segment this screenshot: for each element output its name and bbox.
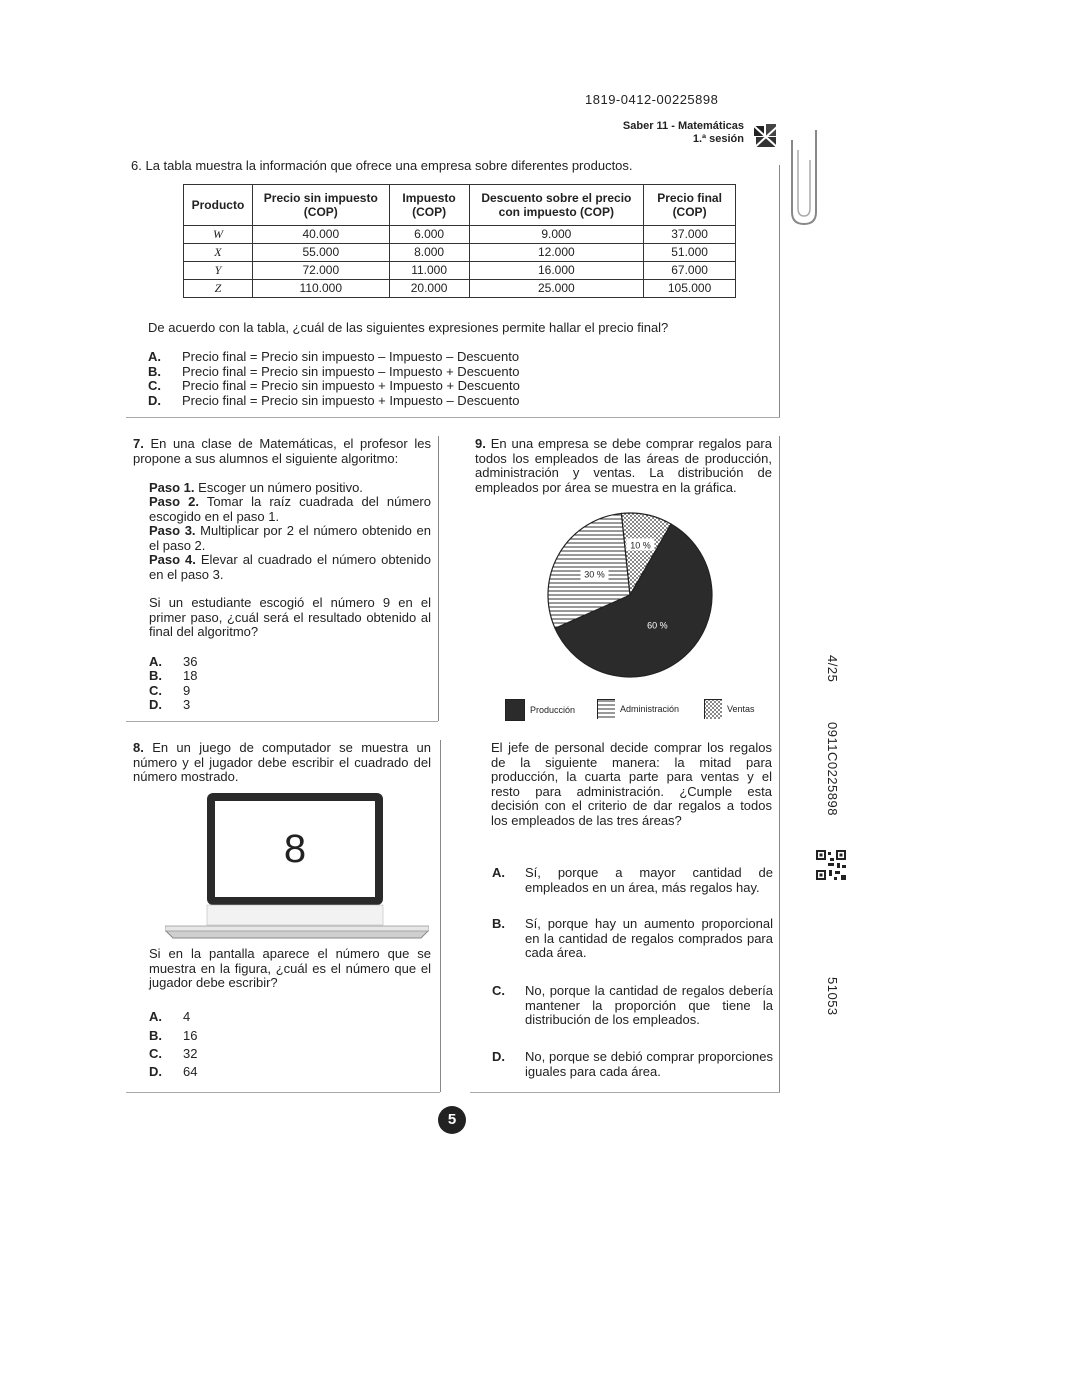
option-text: 36: [183, 654, 198, 669]
option-letter: A.: [148, 349, 161, 364]
table-cell: 25.000: [469, 280, 644, 298]
legend-swatch: [704, 699, 722, 719]
option-letter: C.: [149, 1046, 162, 1061]
q6-table: [183, 184, 736, 298]
table-cell: 20.000: [389, 280, 469, 298]
q9-number: 9.: [475, 436, 486, 451]
option-letter: C.: [492, 983, 505, 998]
table-cell: 9.000: [469, 226, 644, 244]
table-cell: 72.000: [252, 262, 389, 280]
q8-number: 8.: [133, 740, 144, 755]
legend-item-administracion: [597, 699, 679, 719]
step-text: Tomar la raíz cuadrada del número escogido en el paso 1.: [149, 494, 431, 524]
option-letter: B.: [492, 916, 505, 931]
page-number: 5: [438, 1106, 466, 1134]
q7-option-b[interactable]: [149, 668, 197, 683]
table-cell: 55.000: [252, 244, 389, 262]
q6-option-b[interactable]: [148, 364, 519, 379]
option-letter: B.: [148, 364, 161, 379]
option-letter: D.: [149, 697, 162, 712]
pie-chart: [540, 505, 720, 685]
table-header-row: [184, 185, 736, 226]
option-text: Sí, porque a mayor cantidad de empleados en un área, más regalos hay.: [525, 865, 773, 895]
option-letter: D.: [492, 1049, 505, 1064]
q6-prompt: [131, 158, 633, 173]
legend-swatch: [597, 699, 615, 719]
table-cell: 6.000: [389, 226, 469, 244]
q8-option-c[interactable]: [149, 1046, 197, 1061]
legend-item-produccion: [505, 699, 575, 721]
q8-question: Si en la pantalla aparece el número que se muestra en la figura, ¿cuál es el número que el jugador debe escribir?: [149, 946, 431, 990]
table-row: [184, 262, 736, 280]
option-letter: B.: [149, 1028, 162, 1043]
table-cell: 51.000: [644, 244, 736, 262]
pie-data-label: 10 %: [630, 540, 651, 551]
option-text: 18: [183, 668, 198, 683]
option-letter: C.: [148, 378, 161, 393]
q7-option-d[interactable]: [149, 697, 190, 712]
table-row: [184, 280, 736, 298]
q8-intro: [133, 741, 431, 785]
q7-intro: [133, 437, 431, 466]
q9-intro: [475, 437, 772, 495]
q8-option-a[interactable]: [149, 1009, 190, 1024]
q7-intro-text: En una clase de Matemáticas, el profesor les propone a sus alumnos el siguiente algoritmo:: [133, 436, 431, 466]
q8-option-b[interactable]: [149, 1028, 197, 1043]
table-cell: 16.000: [469, 262, 644, 280]
table-header: Producto: [184, 185, 253, 226]
option-text: 4: [183, 1009, 191, 1024]
table-header: Precio final (COP): [644, 185, 736, 226]
option-text: No, porque se debió comprar proporciones iguales para cada área.: [525, 1049, 773, 1079]
laptop-illustration: [165, 792, 429, 942]
q9-option-b[interactable]: [492, 917, 773, 961]
step-label: Paso 2.: [149, 494, 200, 509]
qr-code-icon: [816, 850, 846, 880]
step-label: Paso 3.: [149, 523, 196, 538]
q6-question: De acuerdo con la tabla, ¿cuál de las siguientes expresiones permite hallar el precio final?: [148, 320, 669, 335]
table-cell: X: [184, 244, 253, 262]
q9-option-a[interactable]: [492, 866, 773, 895]
q7-step-4: [149, 553, 431, 582]
q7-step-2: [149, 495, 431, 524]
q6-option-c[interactable]: [148, 378, 520, 393]
option-text: 9: [183, 683, 191, 698]
step-text: Escoger un número positivo.: [198, 480, 363, 495]
option-text: Sí, porque hay un aumento proporcional en la cantidad de regalos comprados para cada área.: [525, 916, 773, 960]
step-label: Paso 4.: [149, 552, 196, 567]
table-cell: 105.000: [644, 280, 736, 298]
table-header: Impuesto (COP): [389, 185, 469, 226]
table-cell: Y: [184, 262, 253, 280]
q9-description: El jefe de personal decide comprar los regalos de la siguiente manera: la mitad para producción, la cuarta parte para ventas y el resto para administración. ¿Cumple esta decisión con el criterio de dar regalos a todos los empleados de las tres áreas?: [491, 740, 772, 828]
table-header: Descuento sobre el precio con impuesto (COP): [469, 185, 644, 226]
step-text: Multiplicar por 2 el número obtenido en el paso 2.: [149, 523, 431, 553]
table-row: [184, 244, 736, 262]
pie-data-label: 60 %: [647, 620, 668, 631]
option-letter: D.: [149, 1064, 162, 1079]
side-code-number: 51053: [825, 977, 840, 1016]
legend-swatch: [505, 699, 525, 721]
q9-option-d[interactable]: [492, 1050, 773, 1079]
q6-option-d[interactable]: [148, 393, 519, 408]
paperclip-icon: [786, 120, 822, 230]
table-cell: 11.000: [389, 262, 469, 280]
pie-data-label: 30 %: [584, 569, 605, 580]
option-text: 16: [183, 1028, 198, 1043]
legend-item-ventas: [704, 699, 755, 719]
table-cell: 40.000: [252, 226, 389, 244]
option-letter: A.: [149, 1009, 162, 1024]
q7-step-3: [149, 524, 431, 553]
q8-intro-text: En un juego de computador se muestra un número y el jugador debe escribir el cuadrado del número mostrado.: [133, 740, 431, 784]
table-cell: 37.000: [644, 226, 736, 244]
table-cell: 110.000: [252, 280, 389, 298]
option-text: Precio final = Precio sin impuesto + Impuesto – Descuento: [182, 393, 520, 408]
screen-number: 8: [283, 826, 307, 871]
legend-label: Ventas: [727, 704, 755, 714]
exam-header: [600, 120, 744, 146]
option-text: 3: [183, 697, 191, 712]
table-cell: 12.000: [469, 244, 644, 262]
exam-session: 1.ª sesión: [692, 133, 744, 145]
option-text: Precio final = Precio sin impuesto – Impuesto + Descuento: [182, 364, 520, 379]
option-letter: B.: [149, 668, 162, 683]
exam-subject: Saber 11 - Matemáticas: [622, 120, 744, 132]
q9-intro-text: En una empresa se debe comprar regalos para todos los empleados de las áreas de producción, administración y ventas. La distribución de empleados por área se muestra en la gráfica.: [475, 436, 772, 495]
q6-option-a[interactable]: [148, 349, 519, 364]
step-text: Elevar al cuadrado el número obtenido en el paso 3.: [149, 552, 431, 582]
table-row: [184, 226, 736, 244]
option-text: 32: [183, 1046, 198, 1061]
option-text: Precio final = Precio sin impuesto + Impuesto + Descuento: [182, 378, 520, 393]
icfes-logo-icon: [752, 122, 780, 150]
step-label: Paso 1.: [149, 480, 195, 495]
side-code-pages: 4/25: [825, 655, 840, 683]
q7-option-a[interactable]: [149, 654, 197, 669]
q7-question: Si un estudiante escogió el número 9 en el primer paso, ¿cuál será el resultado obtenido al final del algoritmo?: [149, 595, 431, 639]
option-letter: C.: [149, 683, 162, 698]
option-text: No, porque la cantidad de regalos debería mantener la proporción que tiene la distribución de los empleados.: [525, 983, 773, 1027]
table-header: Precio sin impuesto (COP): [252, 185, 389, 226]
q6-prompt-text: La tabla muestra la información que ofrece una empresa sobre diferentes productos.: [145, 158, 633, 173]
q6-number: 6.: [131, 158, 142, 173]
table-cell: 67.000: [644, 262, 736, 280]
legend-label: Administración: [620, 704, 680, 714]
document-code: 1819-0412-00225898: [585, 92, 719, 107]
option-text: Precio final = Precio sin impuesto – Impuesto – Descuento: [182, 349, 520, 364]
option-letter: D.: [148, 393, 161, 408]
table-cell: Z: [184, 280, 253, 298]
side-code-id: 0911C0225898: [825, 722, 840, 816]
option-text: 64: [183, 1064, 198, 1079]
q8-option-d[interactable]: [149, 1064, 197, 1079]
q7-option-c[interactable]: [149, 683, 190, 698]
table-cell: 8.000: [389, 244, 469, 262]
q9-option-c[interactable]: [492, 984, 773, 1028]
q7-number: 7.: [133, 436, 144, 451]
table-cell: W: [184, 226, 253, 244]
option-letter: A.: [149, 654, 162, 669]
option-letter: A.: [492, 865, 505, 880]
legend-label: Producción: [530, 705, 576, 715]
